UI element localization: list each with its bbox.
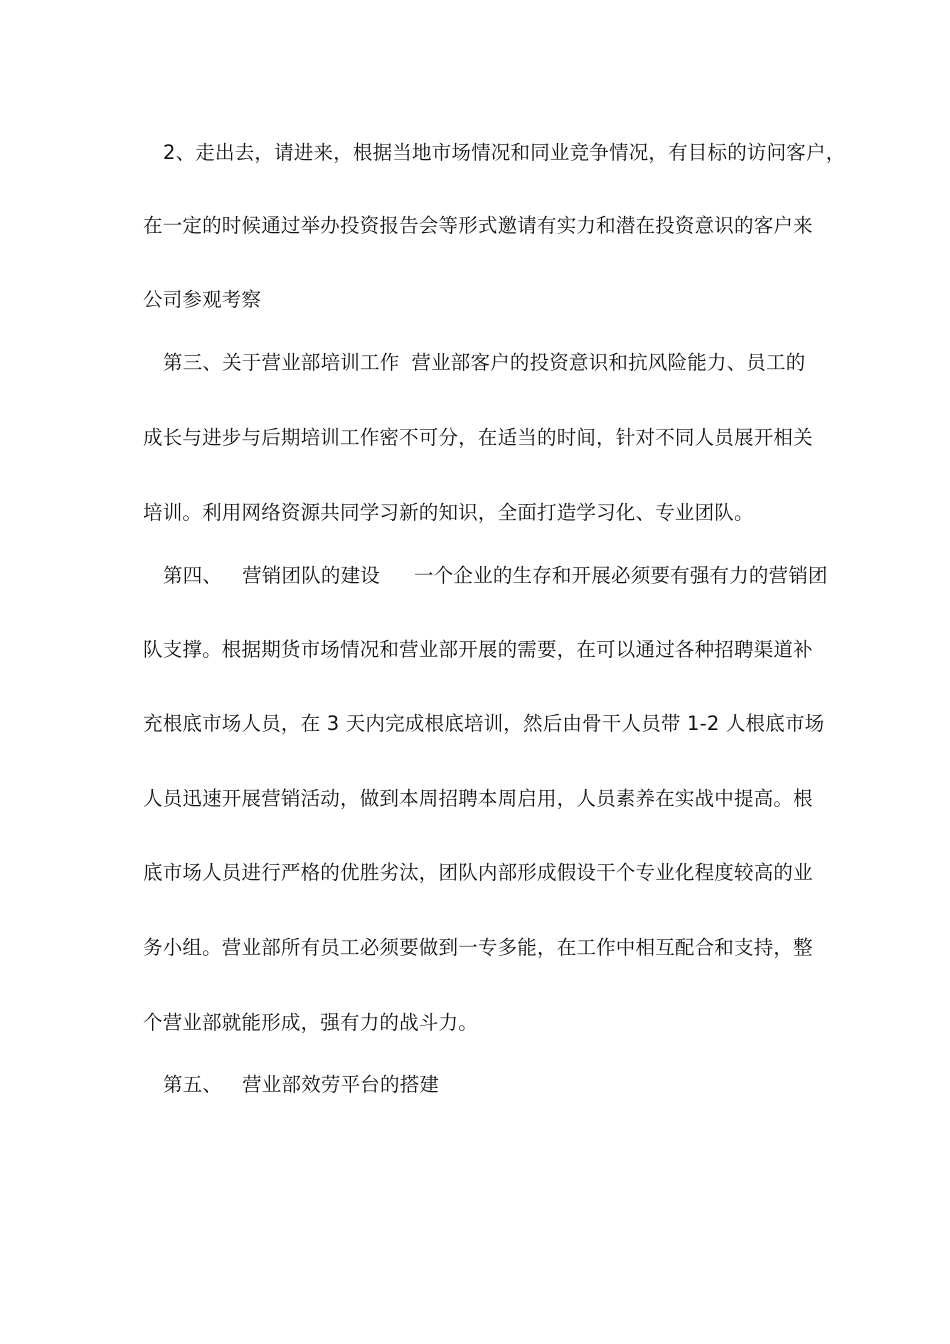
section-4-text: 一个企业的生存和开展必须要有强有力的营销团 [414, 564, 828, 587]
section-5-number: 第五、 [163, 1073, 223, 1096]
paragraph-line: 务小组。营业部所有员工必须要做到一专多能，在工作中相互配合和支持，整 [143, 936, 813, 959]
paragraph-line: 队支撑。根据期货市场情况和营业部开展的需要，在可以通过各种招聘渠道补 [143, 638, 813, 661]
paragraph-line: 公司参观考察 [143, 288, 262, 311]
paragraph-line: 成长与进步与后期培训工作密不可分，在适当的时间，针对不同人员展开相关 [143, 426, 813, 449]
section-4-line [163, 563, 828, 589]
paragraph-line: 底市场人员进行严格的优胜劣汰，团队内部形成假设干个专业化程度较高的业 [143, 861, 813, 884]
paragraph-line: 2、走出去，请进来，根据当地市场情况和同业竞争情况，有目标的访问客户， [163, 141, 846, 164]
section-5-heading: 营业部效劳平台的搭建 [242, 1073, 440, 1096]
section-3-text: 营业部客户的投资意识和抗风险能力、员工的 [411, 351, 806, 374]
paragraph-line: 人员迅速开展营销活动，做到本周招聘本周启用，人员素养在实战中提高。根 [143, 787, 813, 810]
section-5-line [163, 1072, 439, 1098]
section-3-line [163, 350, 805, 376]
paragraph-line: 在一定的时候通过举办投资报告会等形式邀请有实力和潜在投资意识的客户来 [143, 214, 813, 237]
section-4-number: 第四、 [163, 564, 223, 587]
paragraph-line: 充根底市场人员，在 3 天内完成根底培训，然后由骨干人员带 1-2 人根底市场 [143, 712, 825, 735]
paragraph-line: 个营业部就能形成，强有力的战斗力。 [143, 1011, 478, 1034]
section-3-heading: 第三、关于营业部培训工作 [163, 351, 400, 374]
section-4-heading: 营销团队的建设 [242, 564, 381, 587]
paragraph-line: 培训。利用网络资源共同学习新的知识，全面打造学习化、专业团队。 [143, 501, 754, 524]
